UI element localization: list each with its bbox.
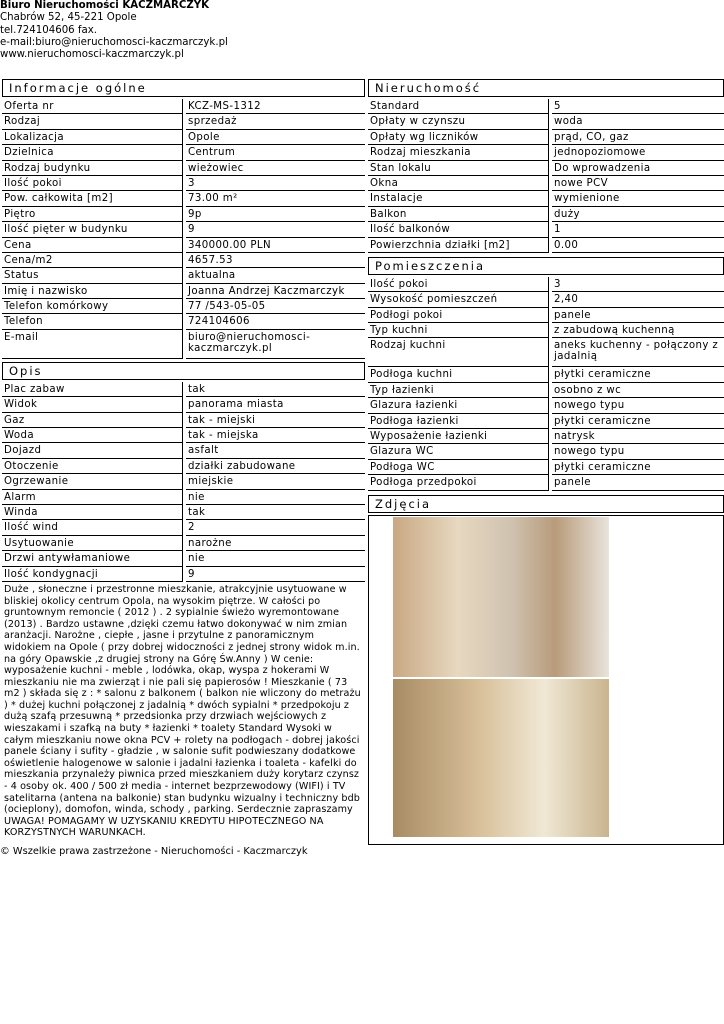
photo-gallery: [368, 515, 724, 845]
row-label: Powierzchnia działki [m2]: [368, 238, 549, 253]
row-value: KCZ-MS-1312: [186, 99, 365, 114]
row-label: Dzielnica: [2, 145, 183, 160]
table-row: [2, 114, 365, 129]
row-value: panele: [552, 475, 724, 490]
table-row: [2, 99, 365, 114]
row-label: Wysokość pomieszczeń: [368, 292, 549, 307]
row-label: Ilość pokoi: [2, 176, 183, 191]
table-row: [2, 459, 365, 474]
row-label: Woda: [2, 428, 183, 443]
row-value: wieżowiec: [186, 161, 365, 176]
row-value: aneks kuchenny - połączony z jadalnią: [552, 338, 724, 367]
row-label: Ilość pokoi: [368, 277, 549, 292]
table-row: [368, 338, 724, 367]
table-row: [368, 130, 724, 145]
row-value: tak - miejska: [186, 428, 365, 443]
row-value: 4657.53: [186, 253, 365, 268]
row-label: Imię i nazwisko: [2, 284, 183, 299]
row-value: płytki ceramiczne: [552, 367, 724, 382]
table-row: [2, 490, 365, 505]
table-row: [2, 299, 365, 314]
section-zdjecia-title: Zdjęcia: [368, 495, 724, 513]
row-label: Pow. całkowita [m2]: [2, 191, 183, 206]
table-row: [2, 397, 365, 412]
row-label: Ilość wind: [2, 520, 183, 535]
table-row: [368, 460, 724, 475]
row-label: Ogrzewanie: [2, 474, 183, 489]
row-value: 724104606: [186, 314, 365, 329]
row-value: 9: [186, 567, 365, 582]
table-row: [2, 474, 365, 489]
row-value: natrysk: [552, 429, 724, 444]
row-value: 9p: [186, 207, 365, 222]
row-value: prąd, CO, gaz: [552, 130, 724, 145]
row-label: Telefon komórkowy: [2, 299, 183, 314]
row-label: Glazura WC: [368, 444, 549, 459]
row-label: Rodzaj budynku: [2, 161, 183, 176]
table-row: [2, 551, 365, 566]
table-row: [2, 145, 365, 160]
row-value: 2: [186, 520, 365, 535]
table-row: [2, 520, 365, 535]
table-row: [368, 308, 724, 323]
company-phone: tel.724104606 fax.: [0, 24, 98, 36]
row-value: 2,40: [552, 292, 724, 307]
table-row: [368, 323, 724, 338]
row-label: Balkon: [368, 207, 549, 222]
row-label: Opłaty w czynszu: [368, 114, 549, 129]
row-value: 3: [186, 176, 365, 191]
pomieszczenia-table: [368, 277, 724, 491]
row-label: Dojazd: [2, 443, 183, 458]
section-pomieszczenia-title: Pomieszczenia: [368, 257, 724, 275]
row-value: nie: [186, 551, 365, 566]
company-email: e-mail:biuro@nieruchomosci-kaczmarczyk.pl: [0, 36, 228, 48]
row-value: 1: [552, 222, 724, 237]
description-text: Duże , słoneczne i przestronne mieszkanie, atrakcyjnie usytuowane w bliskiej okolicy centrum Opola, na wysokim piętrze. W całości po gruntownym remoncie ( 2012 ) . 2 sypialnie świeżo wyremontowane (2013) . Bardzo ustawne ,dzięki czemu łatwo dokonywać w nim zmian aranżacji. Narożne , ciepłe , jasne i przytulne z panoramicznym widokiem na Opole ( przy dobrej widoczności z jednej strony widok m.in. na góry Opawskie ,z drugiej strony na Górę Św.Anny ) W cenie: wyposażenie kuchni - meble , lodówka, okap, wyspa z hokerami W mieszkaniu nie ma zwierząt i nie pali się papierosów ! Mieszkanie ( 73 m2 ) składa się z : * salonu z balkonem ( balkon nie wliczony do metrażu ) * dużej kuchni połączonej z jadalnią * dwóch sypialni * przedpokoju z dużą szafą przesuwną * przedsionka przy drzwiach wejściowych z wieszakami i szafką na buty * łazienki * toalety Standard Wysoki w całym mieszkaniu nowe okna PCV + rolety na podłogach - dobrej jakości panele ściany i sufity - gładzie , w salonie sufit podwieszany dodatkowe oświetlenie halogenowe w salonie i jadalni łazienka i toaleta - kafelki do mieszkania przynależy piwnica przed mieszkaniem duży korytarz czynsz - 4 osoby ok. 400 / 500 zł media - internet bezprzewodowy (WIFI) i TV satelitarna (antena na balkonie) stan budynku wizualny i techniczny bdb (ocieplony), domofon, winda, schody , parking. Serdecznie zapraszamy UWAGA! POMAGAMY W UZYSKANIU KREDYTU HIPOTECZNEGO NA KORZYSTNYCH WARUNKACH.: [4, 583, 361, 839]
row-label: Widok: [2, 397, 183, 412]
row-value: woda: [552, 114, 724, 129]
table-row: [368, 145, 724, 160]
row-label: Status: [2, 268, 183, 283]
row-label: Stan lokalu: [368, 161, 549, 176]
table-row: [368, 207, 724, 222]
row-label: Ilość pięter w budynku: [2, 222, 183, 237]
photo-sofa-room[interactable]: [393, 679, 609, 837]
table-row: [2, 567, 365, 582]
row-value: 0.00: [552, 238, 724, 253]
row-value: 77 /543-05-05: [186, 299, 365, 314]
table-row: [2, 284, 365, 299]
row-label: Instalacje: [368, 191, 549, 206]
row-value: narożne: [186, 536, 365, 551]
row-label: Podłogi pokoi: [368, 308, 549, 323]
table-row: [2, 314, 365, 329]
row-label: Ilość kondygnacji: [2, 567, 183, 582]
company-www: www.nieruchomosci-kaczmarczyk.pl: [0, 49, 184, 61]
table-row: [2, 253, 365, 268]
row-value: płytki ceramiczne: [552, 460, 724, 475]
table-row: [368, 99, 724, 114]
row-value: sprzedaż: [186, 114, 365, 129]
row-label: Opłaty wg liczników: [368, 130, 549, 145]
row-label: Oferta nr: [2, 99, 183, 114]
table-row: [368, 176, 724, 191]
row-value: aktualna: [186, 268, 365, 283]
row-label: Usytuowanie: [2, 536, 183, 551]
row-label: Rodzaj: [2, 114, 183, 129]
table-row: [2, 207, 365, 222]
row-label: Telefon: [2, 314, 183, 329]
table-row: [2, 222, 365, 237]
row-label: Gaz: [2, 413, 183, 428]
row-label: Podłoga łazienki: [368, 414, 549, 429]
row-value: jednopoziomowe: [552, 145, 724, 160]
table-row: [368, 367, 724, 382]
table-row: [368, 161, 724, 176]
row-value: tak: [186, 505, 365, 520]
row-label: Winda: [2, 505, 183, 520]
section-general-title: Informacje ogólne: [2, 79, 365, 97]
table-row: [368, 475, 724, 490]
row-value: miejskie: [186, 474, 365, 489]
photo-living-room[interactable]: [393, 517, 609, 677]
row-label: Alarm: [2, 490, 183, 505]
row-value: tak - miejski: [186, 413, 365, 428]
row-label: Lokalizacja: [2, 130, 183, 145]
row-value: tak: [186, 382, 365, 397]
row-label: Glazura łazienki: [368, 398, 549, 413]
row-label: Ilość balkonów: [368, 222, 549, 237]
row-label: Cena/m2: [2, 253, 183, 268]
row-value: 5: [552, 99, 724, 114]
table-row: [368, 383, 724, 398]
row-value: działki zabudowane: [186, 459, 365, 474]
row-value: panorama miasta: [186, 397, 365, 412]
nieruchomosc-table: [368, 99, 724, 253]
table-row: [368, 292, 724, 307]
row-value: asfalt: [186, 443, 365, 458]
table-row: [368, 398, 724, 413]
table-row: [368, 238, 724, 253]
row-label: Plac zabaw: [2, 382, 183, 397]
table-row: [2, 428, 365, 443]
company-address: Chabrów 52, 45-221 Opole: [0, 12, 137, 24]
section-opis-title: Opis: [2, 362, 365, 380]
table-row: [368, 277, 724, 292]
table-row: [2, 330, 365, 359]
section-nieruchomosc-title: Nieruchomość: [368, 79, 724, 97]
right-column: [368, 79, 724, 845]
row-value: duży: [552, 207, 724, 222]
row-label: E-mail: [2, 330, 183, 359]
left-column: [2, 79, 365, 839]
row-value: nowe PCV: [552, 176, 724, 191]
row-value: Joanna Andrzej Kaczmarczyk: [186, 284, 365, 299]
table-row: [2, 443, 365, 458]
table-row: [2, 191, 365, 206]
table-row: [368, 114, 724, 129]
row-value: 73.00 m²: [186, 191, 365, 206]
table-row: [2, 268, 365, 283]
table-row: [2, 536, 365, 551]
table-row: [2, 176, 365, 191]
table-row: [2, 505, 365, 520]
table-row: [2, 382, 365, 397]
table-row: [368, 444, 724, 459]
table-row: [368, 222, 724, 237]
row-label: Standard: [368, 99, 549, 114]
company-name: Biuro Nieruchomości KACZMARCZYK: [0, 0, 209, 11]
row-value: osobno z wc: [552, 383, 724, 398]
row-value: Centrum: [186, 145, 365, 160]
row-value: płytki ceramiczne: [552, 414, 724, 429]
row-value: nie: [186, 490, 365, 505]
table-row: [2, 413, 365, 428]
row-label: Drzwi antywłamaniowe: [2, 551, 183, 566]
table-row: [368, 191, 724, 206]
row-value: Do wprowadzenia: [552, 161, 724, 176]
row-value: wymienione: [552, 191, 724, 206]
row-label: Typ kuchni: [368, 323, 549, 338]
row-value: nowego typu: [552, 398, 724, 413]
footer-copyright: © Wszelkie prawa zastrzeżone - Nieruchomości - Kaczmarczyk: [0, 846, 308, 857]
agency-header: [0, 0, 228, 61]
row-value: 9: [186, 222, 365, 237]
row-label: Typ łazienki: [368, 383, 549, 398]
row-label: Rodzaj mieszkania: [368, 145, 549, 160]
general-table: [2, 99, 365, 359]
opis-table: [2, 382, 365, 582]
row-value: 340000.00 PLN: [186, 238, 365, 253]
row-label: Wyposażenie łazienki: [368, 429, 549, 444]
row-value: 3: [552, 277, 724, 292]
row-value: Opole: [186, 130, 365, 145]
row-value: z zabudową kuchenną: [552, 323, 724, 338]
table-row: [368, 429, 724, 444]
row-value: biuro@nieruchomosci-kaczmarczyk.pl: [186, 330, 365, 359]
table-row: [2, 130, 365, 145]
row-value: nowego typu: [552, 444, 724, 459]
table-row: [368, 414, 724, 429]
row-value: panele: [552, 308, 724, 323]
table-row: [2, 161, 365, 176]
row-label: Okna: [368, 176, 549, 191]
row-label: Rodzaj kuchni: [368, 338, 549, 367]
row-label: Podłoga WC: [368, 460, 549, 475]
row-label: Podłoga przedpokoi: [368, 475, 549, 490]
table-row: [2, 238, 365, 253]
row-label: Cena: [2, 238, 183, 253]
row-label: Piętro: [2, 207, 183, 222]
row-label: Podłoga kuchni: [368, 367, 549, 382]
row-label: Otoczenie: [2, 459, 183, 474]
